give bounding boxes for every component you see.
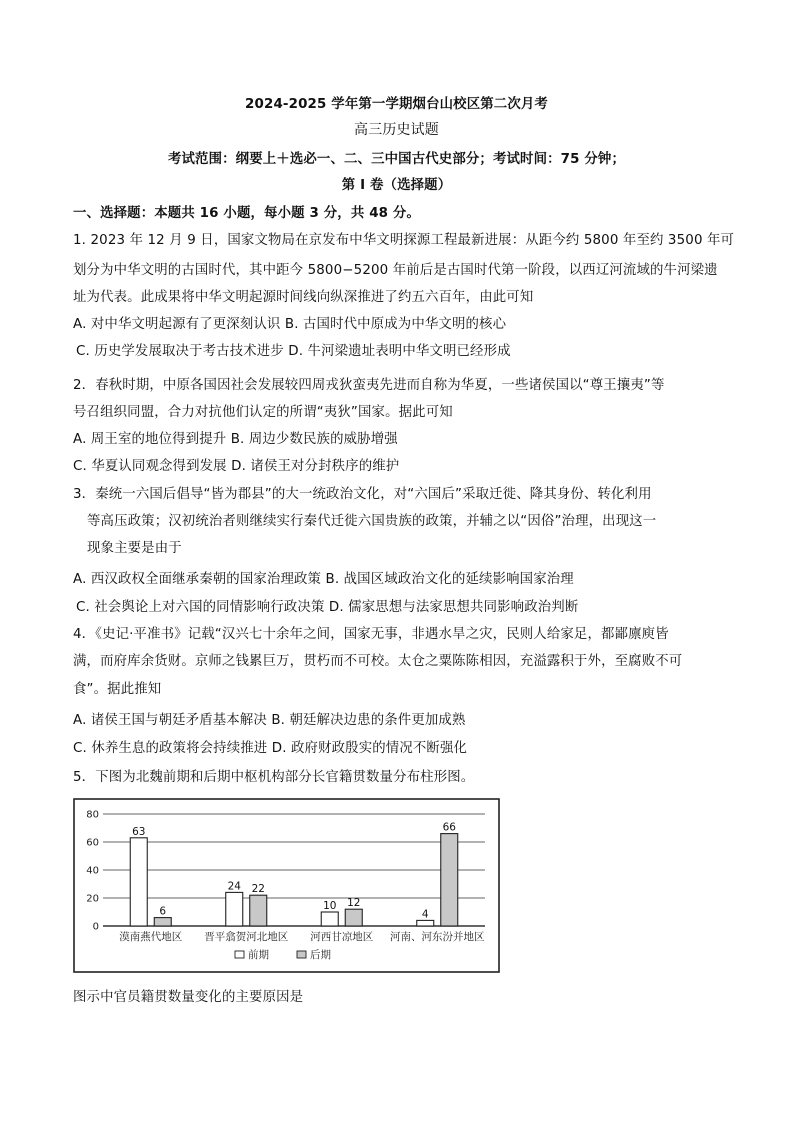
section-heading: 一、选择题：本题共 16 小题，每小题 3 分，共 48 分。 (73, 206, 421, 221)
y-tick-label: 80 (86, 809, 99, 821)
x-tick-label: 河南、河东汾并地区 (390, 931, 485, 943)
bar-chart (73, 798, 500, 973)
y-tick-label: 40 (86, 865, 99, 877)
legend-swatch (235, 951, 244, 958)
bar-value-label: 10 (323, 900, 337, 912)
question-stem-line: 号召组织同盟，合力对抗他们认定的所谓“夷狄”国家。据此可知 (73, 405, 453, 420)
question-stem-line: 3．秦统一六国后倡导“皆为郡县”的大一统政治文化，对“六国后”采取迁徙、降其身份、转化利用 (73, 487, 652, 502)
exam-title: 2024-2025 学年第一学期烟台山校区第二次月考 (245, 97, 548, 112)
question-options-line: C. 社会舆论上对六国的同情影响行政决策 D. 儒家思想与法家思想共同影响政治判断 (76, 600, 579, 615)
bar-value-label: 4 (421, 908, 429, 921)
question-stem-line: 1. 2023 年 12 月 9 日，国家文物局在京发布中华文明探源工程最新进展：从距今约 5800 年至约 3500 年可 (73, 233, 735, 248)
question-options-line: A. 对中华文明起源有了更深刻认识 B. 古国时代中原成为中华文明的核心 (73, 317, 507, 332)
bar-value-label: 6 (159, 905, 167, 918)
question-followup: 图示中官员籍贯数量变化的主要原因是 (73, 990, 304, 1005)
bar-late (154, 918, 171, 926)
bar-late (345, 909, 362, 926)
bar-value-label: 12 (347, 897, 361, 910)
bar-early (417, 920, 434, 926)
bar-value-label: 22 (251, 883, 265, 896)
question-stem-line: 划分为中华文明的古国时代，其中距今 5800−5200 年前后是古国时代第一阶段，以西辽河流域的牛河梁遗 (73, 263, 718, 278)
question-options-line: C. 休养生息的政策将会持续推进 D. 政府财政殷实的情况不断强化 (73, 741, 468, 756)
question-stem-line: 食”。据此推知 (73, 682, 162, 697)
exam-info: 考试范围：纲要上＋选必一、二、三中国古代史部分；考试时间：75 分钟； (167, 152, 626, 167)
bar-value-label: 63 (132, 825, 146, 838)
exam-subtitle: 高三历史试题 (354, 122, 439, 138)
volume-heading: 第 I 卷（选择题） (341, 178, 452, 193)
y-tick-label: 60 (86, 837, 99, 849)
bar-late (441, 834, 458, 926)
question-stem-line: 等高压政策；汉初统治者则继续实行秦代迁徙六国贵族的政策，并辅之以“因俗”治理，出现这一 (87, 514, 657, 529)
question-stem-line: 满，而府库余货财。京师之钱累巨万，贯朽而不可校。太仓之粟陈陈相因，充溢露积于外，至腐败不可 (73, 654, 683, 669)
x-tick-label: 河西甘凉地区 (310, 931, 374, 943)
question-options-line: A. 西汉政权全面继承秦朝的国家治理政策 B. 战国区域政治文化的延续影响国家治理 (73, 572, 574, 587)
bar-early (130, 838, 147, 926)
question-options-line: C. 华夏认同观念得到发展 D. 诸侯王对分封秩序的维护 (73, 459, 400, 474)
question-stem-line: 址为代表。此成果将中华文明起源时间线向纵深推进了约五六百年，由此可知 (73, 290, 534, 305)
bar-late (250, 895, 267, 926)
question-stem-line: 现象主要是由于 (87, 541, 182, 556)
question-stem-line: 2．春秋时期，中原各国因社会发展较四周戎狄蛮夷先进而自称为华夏，一些诸侯国以“尊王攘夷”等 (73, 378, 665, 393)
question-stem-line: 4．《史记·平准书》记载“汉兴七十余年之间，国家无事，非遇水旱之灾，民则人给家足，都鄙廪庾皆 (73, 627, 669, 642)
bar-early (321, 912, 338, 926)
question-stem-line: 5．下图为北魏前期和后期中枢机构部分长官籍贯数量分布柱形图。 (73, 770, 475, 785)
bar-value-label: 24 (227, 880, 241, 893)
y-tick-label: 0 (92, 921, 99, 933)
question-options-line: C. 历史学发展取决于考古技术进步 D. 牛河梁遗址表明中华文明已经形成 (76, 344, 511, 359)
y-tick-label: 20 (86, 893, 99, 905)
bar-value-label: 66 (442, 821, 456, 834)
question-options-line: A. 周王室的地位得到提升 B. 周边少数民族的威胁增强 (73, 432, 398, 447)
legend-swatch (297, 951, 306, 958)
legend-label: 前期 (248, 949, 269, 961)
question-options-line: A. 诸侯王国与朝廷矛盾基本解决 B. 朝廷解决边患的条件更加成熟 (73, 713, 466, 728)
bar-early (226, 892, 243, 926)
x-tick-label: 晋平翕贺河北地区 (204, 931, 289, 943)
legend-label: 后期 (310, 949, 331, 961)
x-tick-label: 漠南燕代地区 (119, 931, 183, 943)
